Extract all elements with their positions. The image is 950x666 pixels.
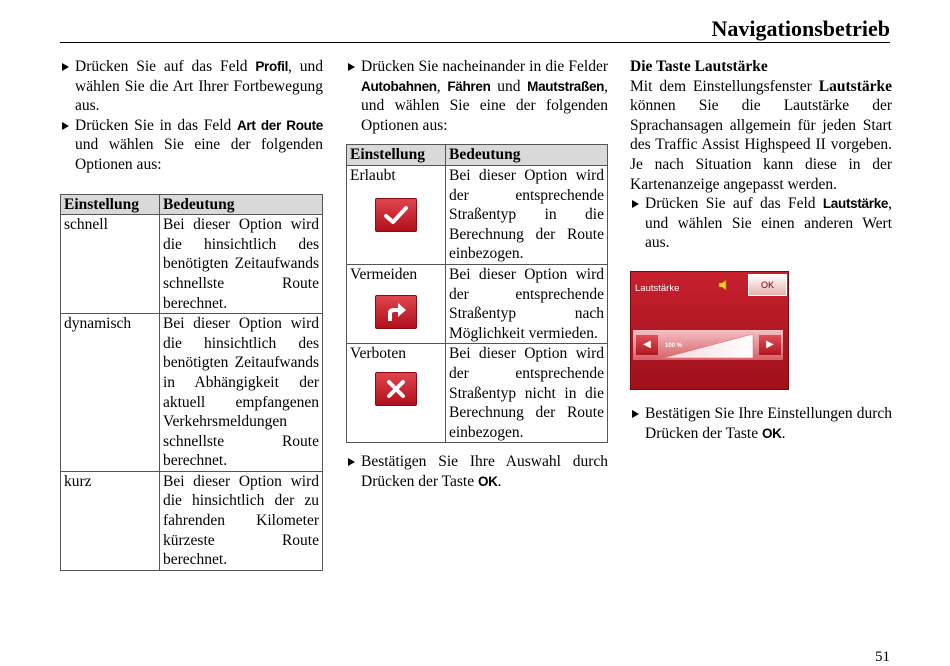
column-middle [346,57,608,491]
instruction-profil [60,57,323,116]
key-name-ok: OK [477,473,498,489]
table-row [61,314,323,472]
instruction-confirm-ok [630,404,892,443]
volume-level-label: 100 % [665,342,683,349]
text: . [497,472,502,490]
speaker-icon [717,278,733,298]
table-row [347,344,608,443]
field-name-mautstrassen: Mautstraßen [527,78,605,94]
setting-cell: schnell [61,215,160,314]
setting-label: Vermeiden [350,265,418,283]
page-header-title: Navigationsbetrieb [711,16,890,41]
column-right [630,57,892,443]
instruction-art-der-route [60,116,323,175]
volume-window-screenshot [630,271,789,390]
column-header: Bedeutung [446,145,608,166]
text: Bestätigen Sie Ihre Einstellungen durch Drücken der Taste [645,404,892,442]
table-header-row [61,194,323,215]
text: Drücken Sie nacheinander in die Felder [361,58,608,75]
setting-cell [347,264,446,343]
meaning-cell: Bei dieser Option wird der entsprechende Straßentyp in die Berechnung der Route einbezogen. [446,165,608,264]
setting-cell [347,344,446,443]
field-name-art-der-route: Art der Route [236,117,323,133]
text: . [781,424,786,442]
avoid-arrow-icon [375,295,417,329]
text: , und wählen Sie eine der folgenden Optionen aus: [361,77,608,134]
meaning-cell: Bei dieser Option wird die hinsichtlich des benötigten Zeitaufwands schnellste Route berechnet. [160,215,323,314]
text: Drücken Sie in das Feld [75,116,237,134]
table-row [347,165,608,264]
column-left [60,57,323,571]
key-name-ok: OK [761,425,782,441]
text: Drücken Sie auf das Feld [75,58,256,75]
setting-label: Verboten [350,345,406,363]
column-header: Bedeutung [160,194,323,215]
setting-cell [347,165,446,264]
window-name-lautstaerke: Lautstärke [818,77,892,95]
volume-description [630,77,892,195]
field-name-autobahnen: Autobahnen [361,78,437,94]
text: , und wählen Sie die Art Ihrer Fortbewegung aus. [75,58,324,115]
text: können Sie die Lautstärke der Sprachansagen allgemein für jeden Start des Traffic Assist Highspeed II vorgeben. Je nach Situation kann diese in der Kartenanzeige angepasst werden. [630,97,892,193]
increase-button[interactable]: ▶ [759,335,781,355]
meaning-cell: Bei dieser Option wird der entsprechende Straßentyp nicht in die Berechnung der Route einbezogen. [446,344,608,443]
table-row [61,471,323,570]
text: und [490,77,528,95]
meaning-cell: Bei dieser Option wird die hinsichtlich des benötigten Zeitaufwands in Abhängigkeit der aktuell empfangenen Verkehrsmeldungen schnellste Route berechnet. [160,314,323,472]
check-icon [375,198,417,232]
text: , und wählen Sie einen anderen Wert aus. [645,195,892,252]
setting-cell: kurz [61,471,160,570]
volume-slider[interactable] [633,330,783,360]
table-row [347,264,608,343]
meaning-cell: Bei dieser Option wird die hinsichtlich der zu fahrenden Kilometer kürzeste Route berechnet. [160,471,323,570]
column-header: Einstellung [347,145,446,166]
instruction-lautstaerke [630,194,892,253]
table-header-row [347,145,608,166]
instruction-confirm-ok [346,452,608,491]
field-name-profil: Profil [255,59,289,74]
road-option-table [346,144,608,443]
text: , [436,77,448,95]
field-name-faehren: Fähren [447,78,491,94]
text: Mit dem Einstellungsfenster [630,77,819,95]
setting-cell: dynamisch [61,314,160,472]
field-name-lautstaerke: Lautstärke [822,196,889,212]
route-type-table [60,194,323,571]
text: und wählen Sie eine der folgenden Optionen aus: [75,136,323,173]
text: Bestätigen Sie Ihre Auswahl durch Drücken der Taste [361,453,608,490]
cross-icon [375,372,417,406]
page-number: 51 [875,649,890,665]
section-heading: Die Taste Lautstärke [630,58,768,75]
text: Drücken Sie auf das Feld [645,195,823,213]
volume-window-title: Lautstärke [635,282,680,294]
instruction-road-types [346,57,608,135]
ok-button[interactable]: OK [748,274,787,296]
table-row [61,215,323,314]
meaning-cell: Bei dieser Option wird der entsprechende Straßentyp nach Möglichkeit vermieden. [446,264,608,343]
header-rule [60,42,890,43]
setting-label: Erlaubt [350,166,396,184]
decrease-button[interactable]: ◀ [636,335,658,355]
column-header: Einstellung [61,194,160,215]
